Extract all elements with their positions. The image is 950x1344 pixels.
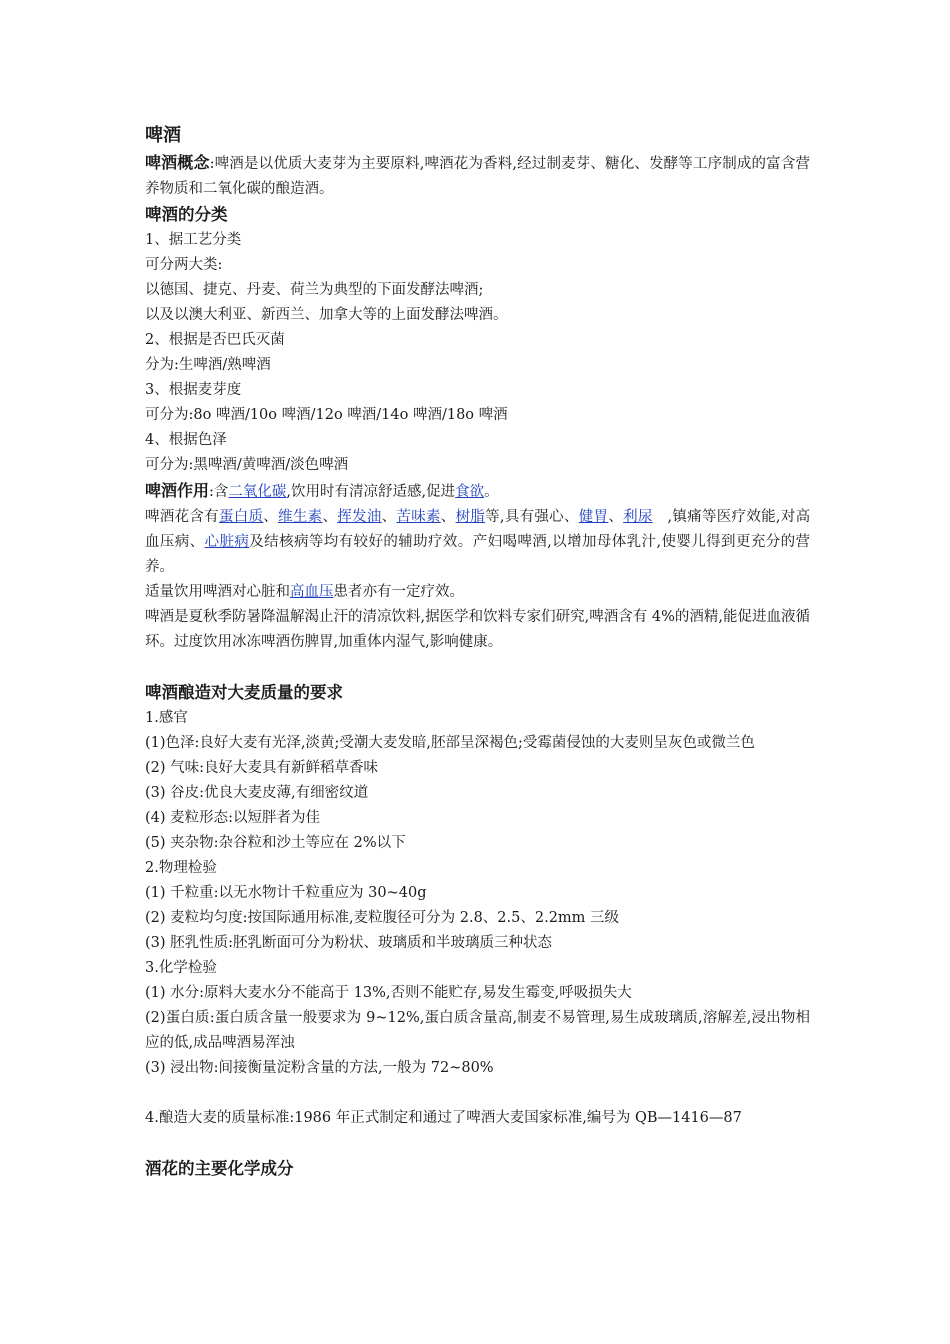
classification-line: 可分为:黑啤酒/黄啤酒/淡色啤酒: [145, 457, 349, 473]
barley-line: (3) 谷皮:优良大麦皮薄,有细密纹道: [145, 785, 369, 801]
classification-line: 可分两大类:: [145, 257, 223, 273]
link-vitamins[interactable]: 维生素: [278, 509, 323, 525]
barley-line: 2.物理检验: [145, 860, 217, 876]
link-resin[interactable]: 树脂: [455, 509, 486, 525]
text-run: 、: [381, 509, 397, 525]
barley-line: 3.化学检验: [145, 960, 217, 976]
spacer: [145, 1081, 810, 1106]
barley-line: (1) 水分:原料大麦水分不能高于 13%,否则不能贮存,易发生霉变,呼吸损失大: [145, 985, 632, 1001]
text-run: 。: [484, 484, 499, 500]
barley-line: (5) 夹杂物:杂谷粒和沙土等应在 2%以下: [145, 835, 406, 851]
text-run: :含: [209, 484, 229, 500]
text-run: 及结核病等均有较好的辅助疗效。产妇喝啤酒,以增加母体乳汁,使婴儿得到更充分的营养。: [145, 534, 811, 575]
classification-line: 以德国、捷克、丹麦、荷兰为典型的下面发酵法啤酒;: [145, 282, 484, 298]
barley-line: (2) 麦粒均匀度:按国际通用标准,麦粒腹径可分为 2.8、2.5、2.2mm 三级: [145, 910, 620, 926]
barley-heading: 啤酒酿造对大麦质量的要求: [145, 683, 343, 702]
barley-line: (4) 麦粒形态:以短胖者为佳: [145, 810, 321, 826]
link-diuretic[interactable]: 利尿: [623, 509, 653, 525]
effects-label: 啤酒作用: [145, 481, 210, 500]
link-appetite[interactable]: 食欲: [455, 484, 485, 500]
classification-line: 以及以澳大利亚、新西兰、加拿大等的上面发酵法啤酒。: [145, 307, 508, 323]
classification-line: 1、据工艺分类: [145, 232, 242, 248]
effects-paragraph: [145, 478, 810, 505]
barley-line: 1.感官: [145, 710, 188, 726]
concept-text: :啤酒是以优质大麦芽为主要原料,啤酒花为香料,经过制麦芽、糖化、发酵等工序制成的富含营养物质和二氧化碳的酿造酒。: [145, 156, 810, 197]
spacer: [145, 1131, 810, 1156]
classification-line: 4、根据色泽: [145, 432, 227, 448]
classification-line: 分为:生啤酒/熟啤酒: [145, 357, 271, 373]
link-bitter-principle[interactable]: 苦味素: [396, 509, 441, 525]
barley-line: (1)色泽:良好大麦有光泽,淡黄;受潮大麦发暗,胚部呈深褐色;受霉菌侵蚀的大麦则呈灰色或微兰色: [145, 735, 755, 751]
classification-heading: 啤酒的分类: [145, 205, 228, 224]
hops-benefits-paragraph: [145, 505, 810, 580]
text-run: 、: [608, 509, 624, 525]
barley-line: (2) 气味:良好大麦具有新鲜稻草香味: [145, 760, 379, 776]
link-co2[interactable]: 二氧化碳: [228, 484, 287, 500]
concept-label: 啤酒概念: [145, 153, 210, 172]
barley-line: (3) 胚乳性质:胚乳断面可分为粉状、玻璃质和半玻璃质三种状态: [145, 935, 553, 951]
text-run: 、: [440, 509, 456, 525]
text-run: 、: [322, 509, 338, 525]
text-run: 啤酒花含有: [145, 509, 219, 525]
spacer: [145, 655, 810, 680]
link-volatile-oil[interactable]: 挥发油: [337, 509, 382, 525]
barley-line: (2)蛋白质:蛋白质含量一般要求为 9~12%,蛋白质含量高,制麦不易管理,易生成玻璃质,溶解差,浸出物相应的低,成品啤酒易浑浊: [145, 1010, 810, 1051]
document-title: 啤酒: [145, 125, 181, 146]
link-protein[interactable]: 蛋白质: [218, 509, 264, 525]
text-run: 、: [263, 509, 279, 525]
text-run: ,饮用时有清凉舒适感,促进: [286, 484, 456, 500]
text-run: 等,具有强心、: [485, 509, 579, 525]
hops-heading: 酒花的主要化学成分: [145, 1159, 294, 1178]
barley-standard: 4.酿造大麦的质量标准:1986 年正式制定和通过了啤酒大麦国家标准,编号为 QB—1416—87: [145, 1110, 742, 1126]
barley-line: (1) 千粒重:以无水物计千粒重应为 30~40g: [145, 885, 427, 901]
beer-concept: [145, 150, 810, 202]
moderate-drinking-paragraph: [145, 580, 810, 605]
link-hypertension[interactable]: 高血压: [290, 584, 334, 600]
link-heart-disease[interactable]: 心脏病: [204, 534, 250, 550]
classification-line: 可分为:8o 啤酒/10o 啤酒/12o 啤酒/14o 啤酒/18o 啤酒: [145, 407, 508, 423]
link-stomachic[interactable]: 健胃: [578, 509, 609, 525]
barley-line: (3) 浸出物:间接衡量淀粉含量的方法,一般为 72~80%: [145, 1060, 494, 1076]
document-page: [145, 122, 810, 1182]
text-run: 适量饮用啤酒对心脏和: [145, 584, 290, 600]
classification-line: 3、根据麦芽度: [145, 382, 242, 398]
text-run: ,镇痛等医疗效能,对高血压病、: [145, 509, 811, 550]
summer-drink-paragraph: 啤酒是夏秋季防暑降温解渴止汗的清凉饮料,据医学和饮料专家们研究,啤酒含有 4%的酒精,能促进血液循环。过度饮用冰冻啤酒伤脾胃,加重体内湿气,影响健康。: [145, 609, 810, 650]
text-run: 患者亦有一定疗效。: [333, 584, 464, 600]
classification-line: 2、根据是否巴氏灭菌: [145, 332, 285, 348]
